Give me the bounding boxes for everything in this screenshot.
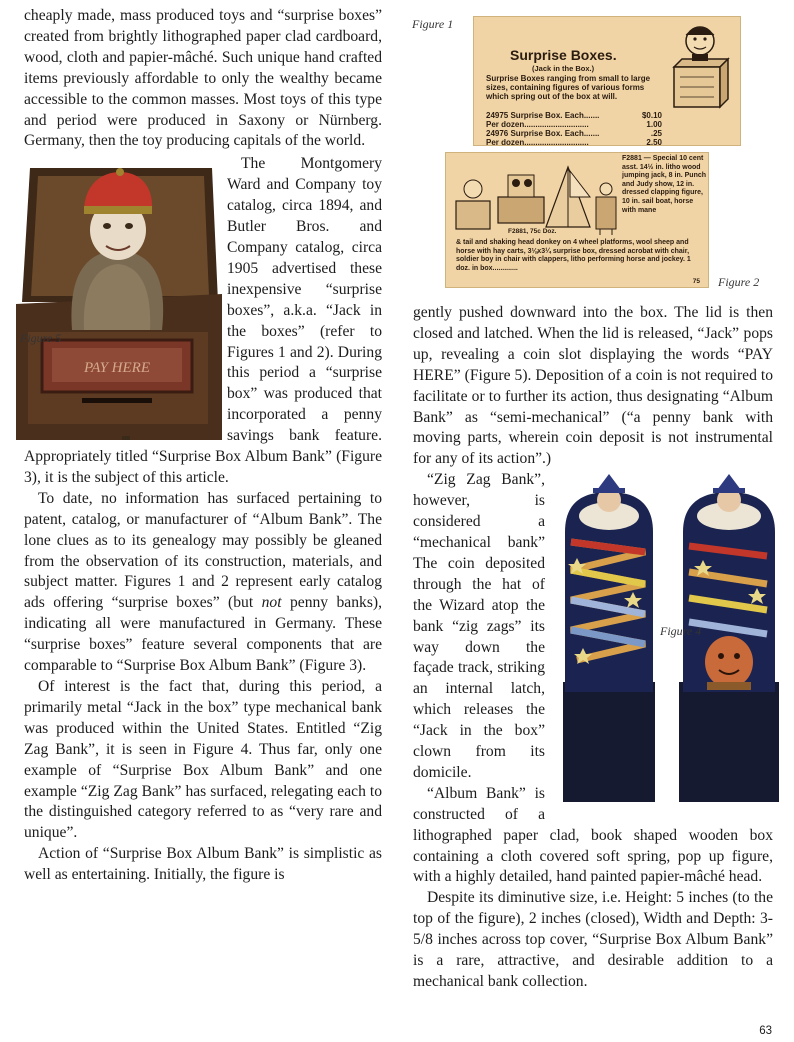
right-column — [413, 303, 773, 993]
ad1-description: Surprise Boxes ranging from small to large sizes, containing figures of various forms which spring out of the box at will. — [486, 74, 651, 101]
ad1-row: Per dozen............................. 2.50 — [486, 138, 662, 146]
ad1-row: 24975 Surprise Box. Each....... $0.10 — [486, 111, 662, 120]
left-column — [24, 6, 382, 886]
right-paragraph-3: “Album Bank” is constructed of a lithographed paper clad, book shaped wooden box containing a cloth covered soft spring, pop up figure, with a highly detailed, hand painted papier-mâché head. — [413, 784, 773, 886]
left-paragraph-2: PAY HERE The Montgomery Ward and Company toy catalog, circa 1894, and Butler Bros. and Company catalog, circa 1905 advertised these inexpensive “surprise boxes”, a.k.a. “Jack in the boxes” (refer to Figures 1 and 2). During this period a “surprise box” was produced that incorporated a penny savings bank feature. Appropriately titled “Surprise Box Album Bank” (Figure 3), it is the subject of this article. — [24, 154, 382, 489]
figure-2-caption: Figure 2 — [718, 275, 760, 289]
figure-1-caption: Figure 1 — [412, 17, 454, 31]
right-paragraph-1: gently pushed downward into the box. The lid is then closed and latched. When the lid is released, “Jack” pops up, revealing a coin slot displaying the words “PAY HERE” (Figure 5). Deposition of a coin is not required to facilitate or to further its action, thus designating “Album Bank” as “semi-mechanical” (“a penny bank with moving parts, wherein coin deposit is not instrumental for any of its action”.) — [413, 304, 773, 468]
left-paragraph-1: cheaply made, mass produced toys and “surprise boxes” created from brightly lithographed paper clad cardboard, wood, cloth and papier-mâché. Such unique hand crafted items previously affordable to only the wealthy became accessible to the common masses. Most toys of this type and period were produced in Saxony or Nürnberg. Germany, then the toy producing capitals of the world. — [24, 7, 382, 150]
ad1-title: Surprise Boxes. — [510, 47, 617, 63]
figure-5-caption: Figure 5 — [20, 331, 62, 345]
ad2-bottom-text: & tail and shaking head donkey on 4 wheel platforms, wool sheep and horse with hay carts, 3⅛x3¼ surprise box, dressed acrobat with chair, soldier boy in chair with clappers, litho performing horse and jockey. 1 doz. in box............. — [456, 239, 691, 272]
figure-4-caption: Figure 4 — [660, 624, 702, 638]
ad2-page-ref: 75 — [692, 278, 700, 285]
figure-5-photo — [12, 154, 227, 440]
page-number: 63 — [759, 1025, 772, 1037]
figure-4-photo — [553, 472, 785, 808]
figure-2-catalog-ad — [445, 152, 709, 288]
ad1-subtitle: (Jack in the Box.) — [532, 64, 595, 73]
figure-1-catalog-ad — [473, 16, 741, 146]
right-paragraph-2: “Zig Zag Bank”, however, is considered a “mechanical bank” The coin deposited through the hat of the Wizard atop the bank “zig zags” its way down the façade track, striking an internal latch, which releases the “Jack in the box” clown from its domicile. — [413, 470, 773, 784]
left-paragraph-3: To date, no information has surfaced pertaining to patent, catalog, or manufacturer of “Album Bank”. The lone clues as to its genealogy may possibly be gleaned from the observation of its construction, materials, and subject matter. Figures 1 and 2 represent early catalog ads offering “surprise boxes” (but not penny banks), indicating all were manufactured in Germany. These “surprise boxes” feature several components that are comparable to “Surprise Box Album Bank” (Figure 3). — [24, 489, 382, 675]
ad2-side-text: F2881 — Special 10 cent asst. 14½ in. litho wood jumping jack, 8 in. Punch and Judy show, 12 in. dressed clapping figure, 10 in. sail boat, horse with mane — [622, 155, 707, 214]
ad1-row: Per dozen............................. 1.00 — [486, 120, 662, 129]
left-paragraph-5: Action of “Surprise Box Album Bank” is simplistic as well as entertaining. Initially, the figure is — [24, 845, 382, 884]
zig-zag-bank-left — [563, 474, 655, 802]
svg-text:PAY HERE: PAY HERE — [84, 360, 150, 377]
ad2-toys-drawing — [450, 157, 620, 237]
ad2-item-label: F2881, 75c Doz. — [508, 228, 557, 235]
right-paragraph-4: Despite its diminutive size, i.e. Height: 5 inches (to the top of the figure), 2 inches (closed), Width and Depth: 3-5/8 inches across top cover, “Surprise Box Album Bank” is a rare, attractive, and desirable addition to a mechanical bank collection. — [413, 889, 773, 990]
ad1-jack-box-drawing — [666, 21, 736, 111]
left-paragraph-4: Of interest is the fact that, during this period, a primarily metal “Jack in the box” type mechanical bank was produced within the United States. Entitled “Zig Zag Bank”, it is seen in Figure 4. Thus far, only one example of “Surprise Box Album Bank” and one example “Zig Zag Bank” has surfaced, relegating each to the distinguished category referred to as “very rare and unique”. — [24, 678, 382, 842]
ad1-row: 24976 Surprise Box. Each....... .25 — [486, 129, 662, 138]
